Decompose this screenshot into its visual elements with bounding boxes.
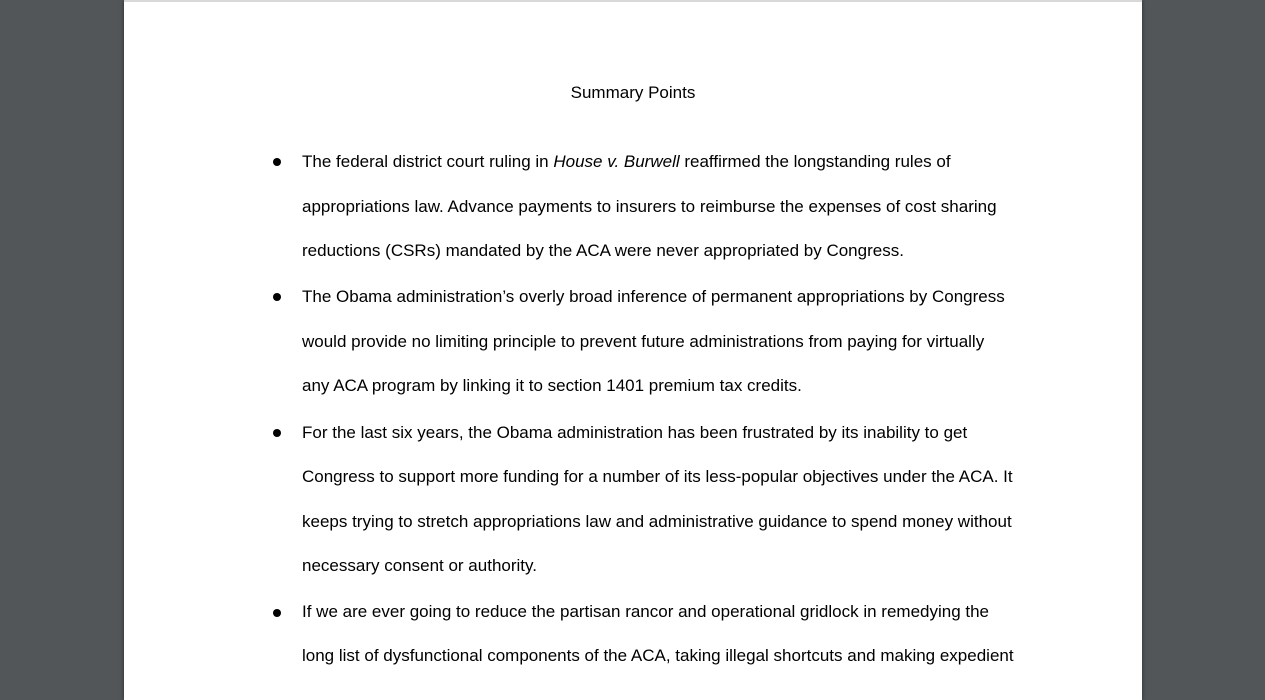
bullet-1-line-3: reductions (CSRs) mandated by the ACA were never appropriated by Congress.	[302, 241, 904, 260]
bullet-4-line-1: If we are ever going to reduce the partisan rancor and operational gridlock in remedying the	[302, 602, 990, 621]
case-name: House v. Burwell	[553, 152, 680, 171]
bullet-3-line-1: For the last six years, the Obama administration has been frustrated by its inability to get	[302, 423, 968, 442]
bullet-3-line-4: necessary consent or authority.	[302, 556, 537, 575]
bullet-icon	[273, 158, 281, 166]
bullet-1-line-2: appropriations law. Advance payments to insurers to reimburse the expenses of cost sharing	[302, 197, 997, 216]
bullet-1-line-1: The federal district court ruling in House v. Burwell reaffirmed the longstanding rules of	[302, 152, 951, 171]
bullet-icon	[273, 609, 281, 617]
bullet-icon	[273, 429, 281, 437]
bullet-icon	[273, 293, 281, 301]
bullet-2-line-3: any ACA program by linking it to section 1401 premium tax credits.	[302, 376, 802, 395]
bullet-4-line-2: long list of dysfunctional components of the ACA, taking illegal shortcuts and making expedient	[302, 646, 1014, 665]
bullet-3-line-2: Congress to support more funding for a number of its less-popular objectives under the ACA. It	[302, 467, 1013, 486]
document-page	[124, 0, 1142, 700]
bullet-2-line-1: The Obama administration’s overly broad inference of permanent appropriations by Congress	[302, 287, 1005, 306]
bullet-2-line-2: would provide no limiting principle to prevent future administrations from paying for virtually	[302, 332, 985, 351]
bullet-3-line-3: keeps trying to stretch appropriations law and administrative guidance to spend money without	[302, 512, 1012, 531]
page-top-edge	[124, 0, 1142, 2]
page-title: Summary Points	[570, 83, 696, 102]
